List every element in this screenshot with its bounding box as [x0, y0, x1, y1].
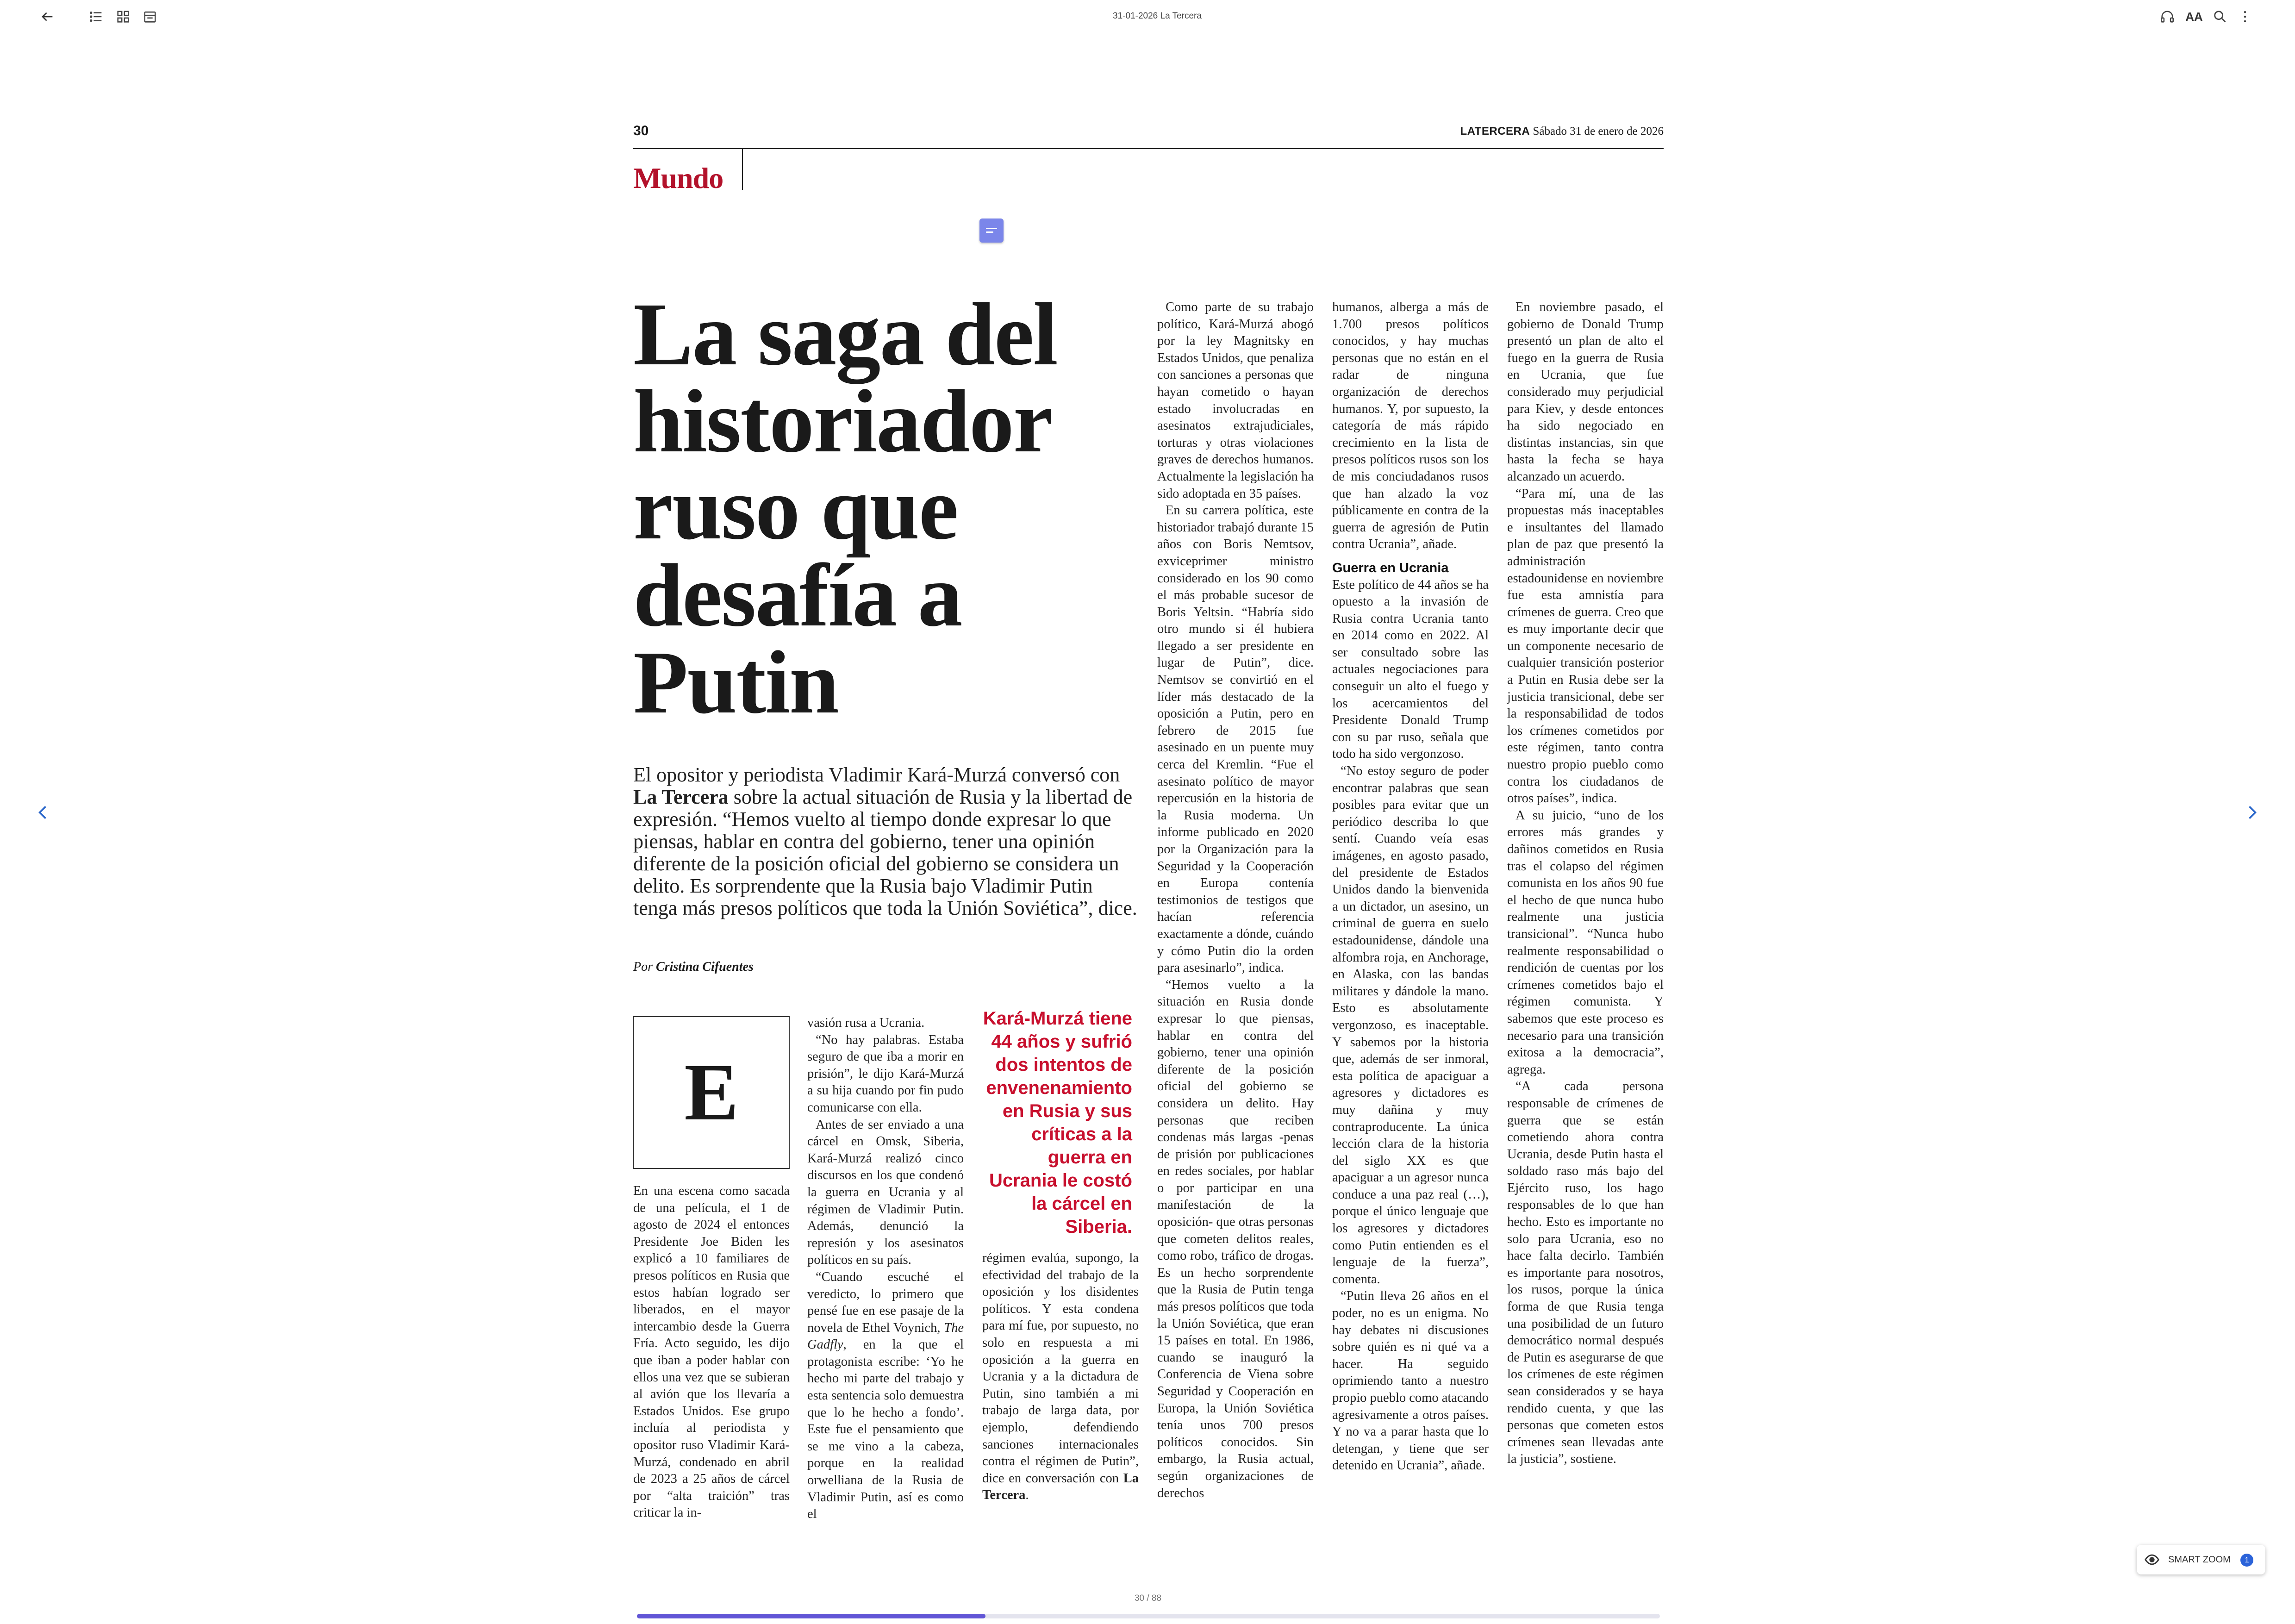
article-dek: El opositor y periodista Vladimir Kará-Murzá conversó con La Tercera sobre la actual situación de Rusia y la libertad de expresión. “Hemos vuelto al tiempo donde expresar lo que piensas, hablar en contra del gobierno, tener una opinión diferente de la posición oficial del gobierno se considera un delito. Es sorprendente que la Rusia bajo Vladimir Putin tenga más presos políticos que toda la Unión Soviética”, dice.	[633, 763, 1137, 919]
eye-icon	[2144, 1552, 2160, 1568]
headphones-icon[interactable]	[2157, 6, 2177, 27]
section-title: Mundo	[633, 162, 723, 194]
subheading: Guerra en Ucrania	[1332, 560, 1449, 575]
search-icon[interactable]	[2210, 6, 2230, 27]
article-column-1: En una escena como sacada de una película, el 1 de agosto de 2024 el entonces Presidente Joe Biden les explicó a 10 familiares de presos políticos en Rusia que estos habían logrado ser liberados, en el mayor intercambio desde la Guerra Fría. Acto seguido, les dijo que iban a poder hablar con ellos una vez que se subieran al avión que los llevaría a Estados Unidos. Ese grupo incluía al periodista y opositor ruso Vladimir Kará-Murzá, condenado en abril de 2023 a 25 años de cárcel por “alta traición” tras criticar la in-	[633, 1184, 790, 1520]
page-progress-label: 30 / 88	[1134, 1593, 1162, 1603]
header-rule	[633, 148, 1664, 149]
previous-page-button[interactable]	[27, 796, 59, 829]
dek-newspaper-name: La Tercera	[633, 786, 729, 808]
more-vertical-icon[interactable]	[2235, 6, 2255, 27]
pull-quote: Kará-Murzá tiene 44 años y sufrió dos intentos de envenenamiento en Rusia y sus críticas a la guerra en Ucrania le costó la cárcel en Siberia.	[983, 1008, 1132, 1237]
smart-zoom-button[interactable]	[2137, 1545, 2265, 1574]
article-column-2: vasión rusa a Ucrania. “No hay palabras. Estaba seguro de que iba a morir en prisión”, le dijo Kará-Murzá a su hija cuando por fin pudo comunicarse con ella. Antes de ser enviado a una cárcel en Omsk, Siberia, Kará-Murzá realizó cinco discursos en los que condenó la guerra en Ucrania y al régimen de Vladimir Putin. Además, denunció la represión y los asesinatos políticos en su país. “Cuando escuché el veredicto, lo primero que pensé fue en ese pasaje de la novela de Ethel Voynich, The Gadfly, en la que el protagonista escribe: ‘Yo he hecho mi parte del trabajo y esta sentencia solo demuestra que lo he hecho a fondo’. Este fue el pensamiento que se me vino a la cabeza, porque en la realidad orwelliana de la Rusia de Vladimir Putin, así es como el	[807, 1016, 964, 1522]
brand-name: LATERCERA	[1460, 125, 1530, 137]
article-column-3: régimen evalúa, supongo, la efectividad del trabajo de la oposición y los disidentes políticos. Y esta condena para mí fue, por supuesto, no solo en respuesta a mi oposición a la guerra en Ucrania y a la dictadura de Putin, sino también a mi trabajo de larga data, por ejemplo, defendiendo sanciones internacionales contra el régimen de Putin”, dice en conversación con La Tercera.	[982, 1251, 1139, 1503]
text-size-icon[interactable]: AA	[2185, 9, 2203, 24]
page-number: 30	[633, 123, 649, 138]
dropcap: E	[633, 1016, 790, 1169]
top-toolbar	[0, 0, 2295, 37]
toolbar-title: 31-01-2026 La Tercera	[1113, 11, 1202, 21]
article-menu-icon[interactable]	[979, 219, 1004, 243]
list-icon[interactable]	[86, 6, 106, 27]
grid-icon[interactable]	[113, 6, 133, 27]
section-divider	[742, 149, 743, 190]
back-arrow-icon[interactable]	[37, 6, 57, 27]
smart-zoom-label: SMART ZOOM	[2168, 1554, 2231, 1565]
page-header	[1460, 125, 1664, 138]
calendar-icon[interactable]	[140, 6, 160, 27]
page-progress-fill	[637, 1614, 985, 1618]
article-column-6: En noviembre pasado, el gobierno de Donald Trump presentó un plan de alto el fuego en la guerra de Rusia en Ucrania, que fue considerado muy perjudicial para Kiev, y desde entonces ha sido negociado en distintas instancias, sin que hasta la fecha se haya alcanzado un acuerdo. “Para mí, una de las propuestas más inaceptables e insultantes del llamado plan de paz que presentó la administración estadounidense en noviembre fue esta amnistía para crímenes de guerra. Creo que es muy importante decir que un componente necesario de cualquier transición posterior a Putin en Rusia debe ser la justicia transicional, debe ser la responsabilidad de todos los crímenes cometidos por este régimen, tanto contra nuestro propio pueblo como contra los ciudadanos de otros países”, indica. A su juicio, “uno de los errores más grandes y dañinos cometidos en Rusia tras el colapso del régimen comunista en los años 90 fue el hecho de que nunca hubo realmente una justicia transicional”. “Nunca hubo realmente responsabilidad o rendición de cuentas por los crímenes cometidos bajo el régimen comunista. Y sabemos que este proceso es necesario para una transición exitosa a la democracia”, agrega. “A cada persona responsable de crímenes de guerra que se están cometiendo ahora contra Ucrania, desde Putin hasta el soldado raso más bajo del Ejército ruso, los hago responsables de lo que han hecho. Esto es importante no solo para Ucrania, eso no hace falta decirlo. También es importante para nosotros, los rusos, porque la única forma de que Rusia tenga una posibilidad de un futuro democrático normal después de Putin es asegurarse de que los crímenes de este régimen sean considerados y se haya rendido cuenta, y que las personas que cometen estos crímenes sean llevadas ante la justicia”, sostiene.	[1507, 300, 1664, 1467]
byline-author: Cristina Cifuentes	[656, 960, 754, 974]
byline: Por Cristina Cifuentes	[633, 960, 754, 974]
article-column-5: humanos, alberga a más de 1.700 presos políticos conocidos, y hay muchas personas que no están en el radar de ninguna organización de derechos humanos. Y, por supuesto, la categoría de más rápido crecimiento en la lista de presos políticos rusos son los de mis conciudadanos rusos que han alzado la voz públicamente en contra de la guerra de agresión de Putin contra Ucrania”, añade. Guerra en Ucrania Este político de 44 años se ha opuesto a la invasión de Rusia contra Ucrania tanto en 2014 como en 2022. Al ser consultado sobre las actuales negociaciones para conseguir un alto el fuego y los acercamientos del Presidente Donald Trump con su par ruso, señala que todo ha sido vergonzoso. “No estoy seguro de poder encontrar palabras que sean posibles para evitar que un periódico describa lo que sentí. Cuando veía esas imágenes, en agosto pasado, del presidente de Estados Unidos dando la bienvenida a un dictador, un asesino, un criminal de guerra en suelo estadounidense, dándole una alfombra roja, en Anchorage, en Alaska, con las bandas militares y dándole la mano. Esto es absolutamente vergonzoso, es inaceptable. Y sabemos por la historia que, además de ser inmoral, esta política de apaciguar a agresores y dictadores es muy dañina y muy contraproducente. La única lección clara de la historia del siglo XX es que apaciguar a un agresor nunca conduce a una paz real (…), porque el único lenguaje que los agresores y dictadores como Putin entienden es el lenguaje de la fuerza”, comenta. “Putin lleva 26 años en el poder, no es un enigma. No hay debates ni discusiones sobre quién es ni qué va a hacer. Ha seguido oprimiendo tanto a nuestro propio pueblo como atacando agresivamente a otros países. Y no va a parar hasta que lo detengan, y tiene que ser detenido en Ucrania”, añade.	[1332, 300, 1489, 1473]
newspaper-page	[633, 111, 1664, 1522]
smart-zoom-badge: 1	[2240, 1554, 2253, 1567]
next-page-button[interactable]	[2236, 796, 2268, 829]
page-date: Sábado 31 de enero de 2026	[1533, 125, 1664, 137]
headline: La saga del historiador ruso que desafía a Putin	[633, 284, 1057, 732]
article-column-4: Como parte de su trabajo político, Kará-Murzá abogó por la ley Magnitsky en Estados Unidos, que penaliza con sanciones a personas que hayan cometido o hayan estado involucradas en asesinatos extrajudiciales, torturas y otras violaciones graves de derechos humanos. Actualmente la legislación ha sido adoptada en 35 países. En su carrera política, este historiador trabajó durante 15 años con Boris Nemtsov, exviceprimer ministro considerado en los 90 como el más probable sucesor de Boris Yeltsin. “Habría sido otro mundo si él hubiera llegado a ser presidente en lugar de Putin”, dice. Nemtsov se convirtió en el líder más destacado de la oposición a Putin, pero en febrero de 2015 fue asesinado en un puente muy cerca del Kremlin. “Fue el asesinato político de mayor repercusión en la historia de la Rusia moderna. Un informe publicado en 2020 por la Organización para la Seguridad y la Cooperación en Europa contenía testimonios de testigos que hacían referencia exactamente a dónde, cuándo y cómo Putin dio la orden para asesinarlo”, indica. “Hemos vuelto a la situación en Rusia donde expresar lo que piensas, hablar en contra del gobierno, tener una opinión diferente de la posición oficial del gobierno se considera un delito. Hay personas que reciben condenas más largas -penas de prisión por publicaciones en redes sociales, por hablar o por participar en una manifestación de la oposición- que otras personas que cometen delitos reales, como robo, tráfico de drogas. Es un hecho sorprendente que la Rusia de Putin tenga más presos políticos que toda la Unión Soviética, que eran 15 países en total. En 1986, cuando se inauguró la Conferencia de Viena sobre Seguridad y Cooperación en Europa, la Unión Soviética tenía unos 700 presos políticos conocidos. Sin embargo, la Rusia actual, según organizaciones de derechos	[1157, 300, 1314, 1500]
page-progress-track[interactable]	[637, 1614, 1660, 1618]
